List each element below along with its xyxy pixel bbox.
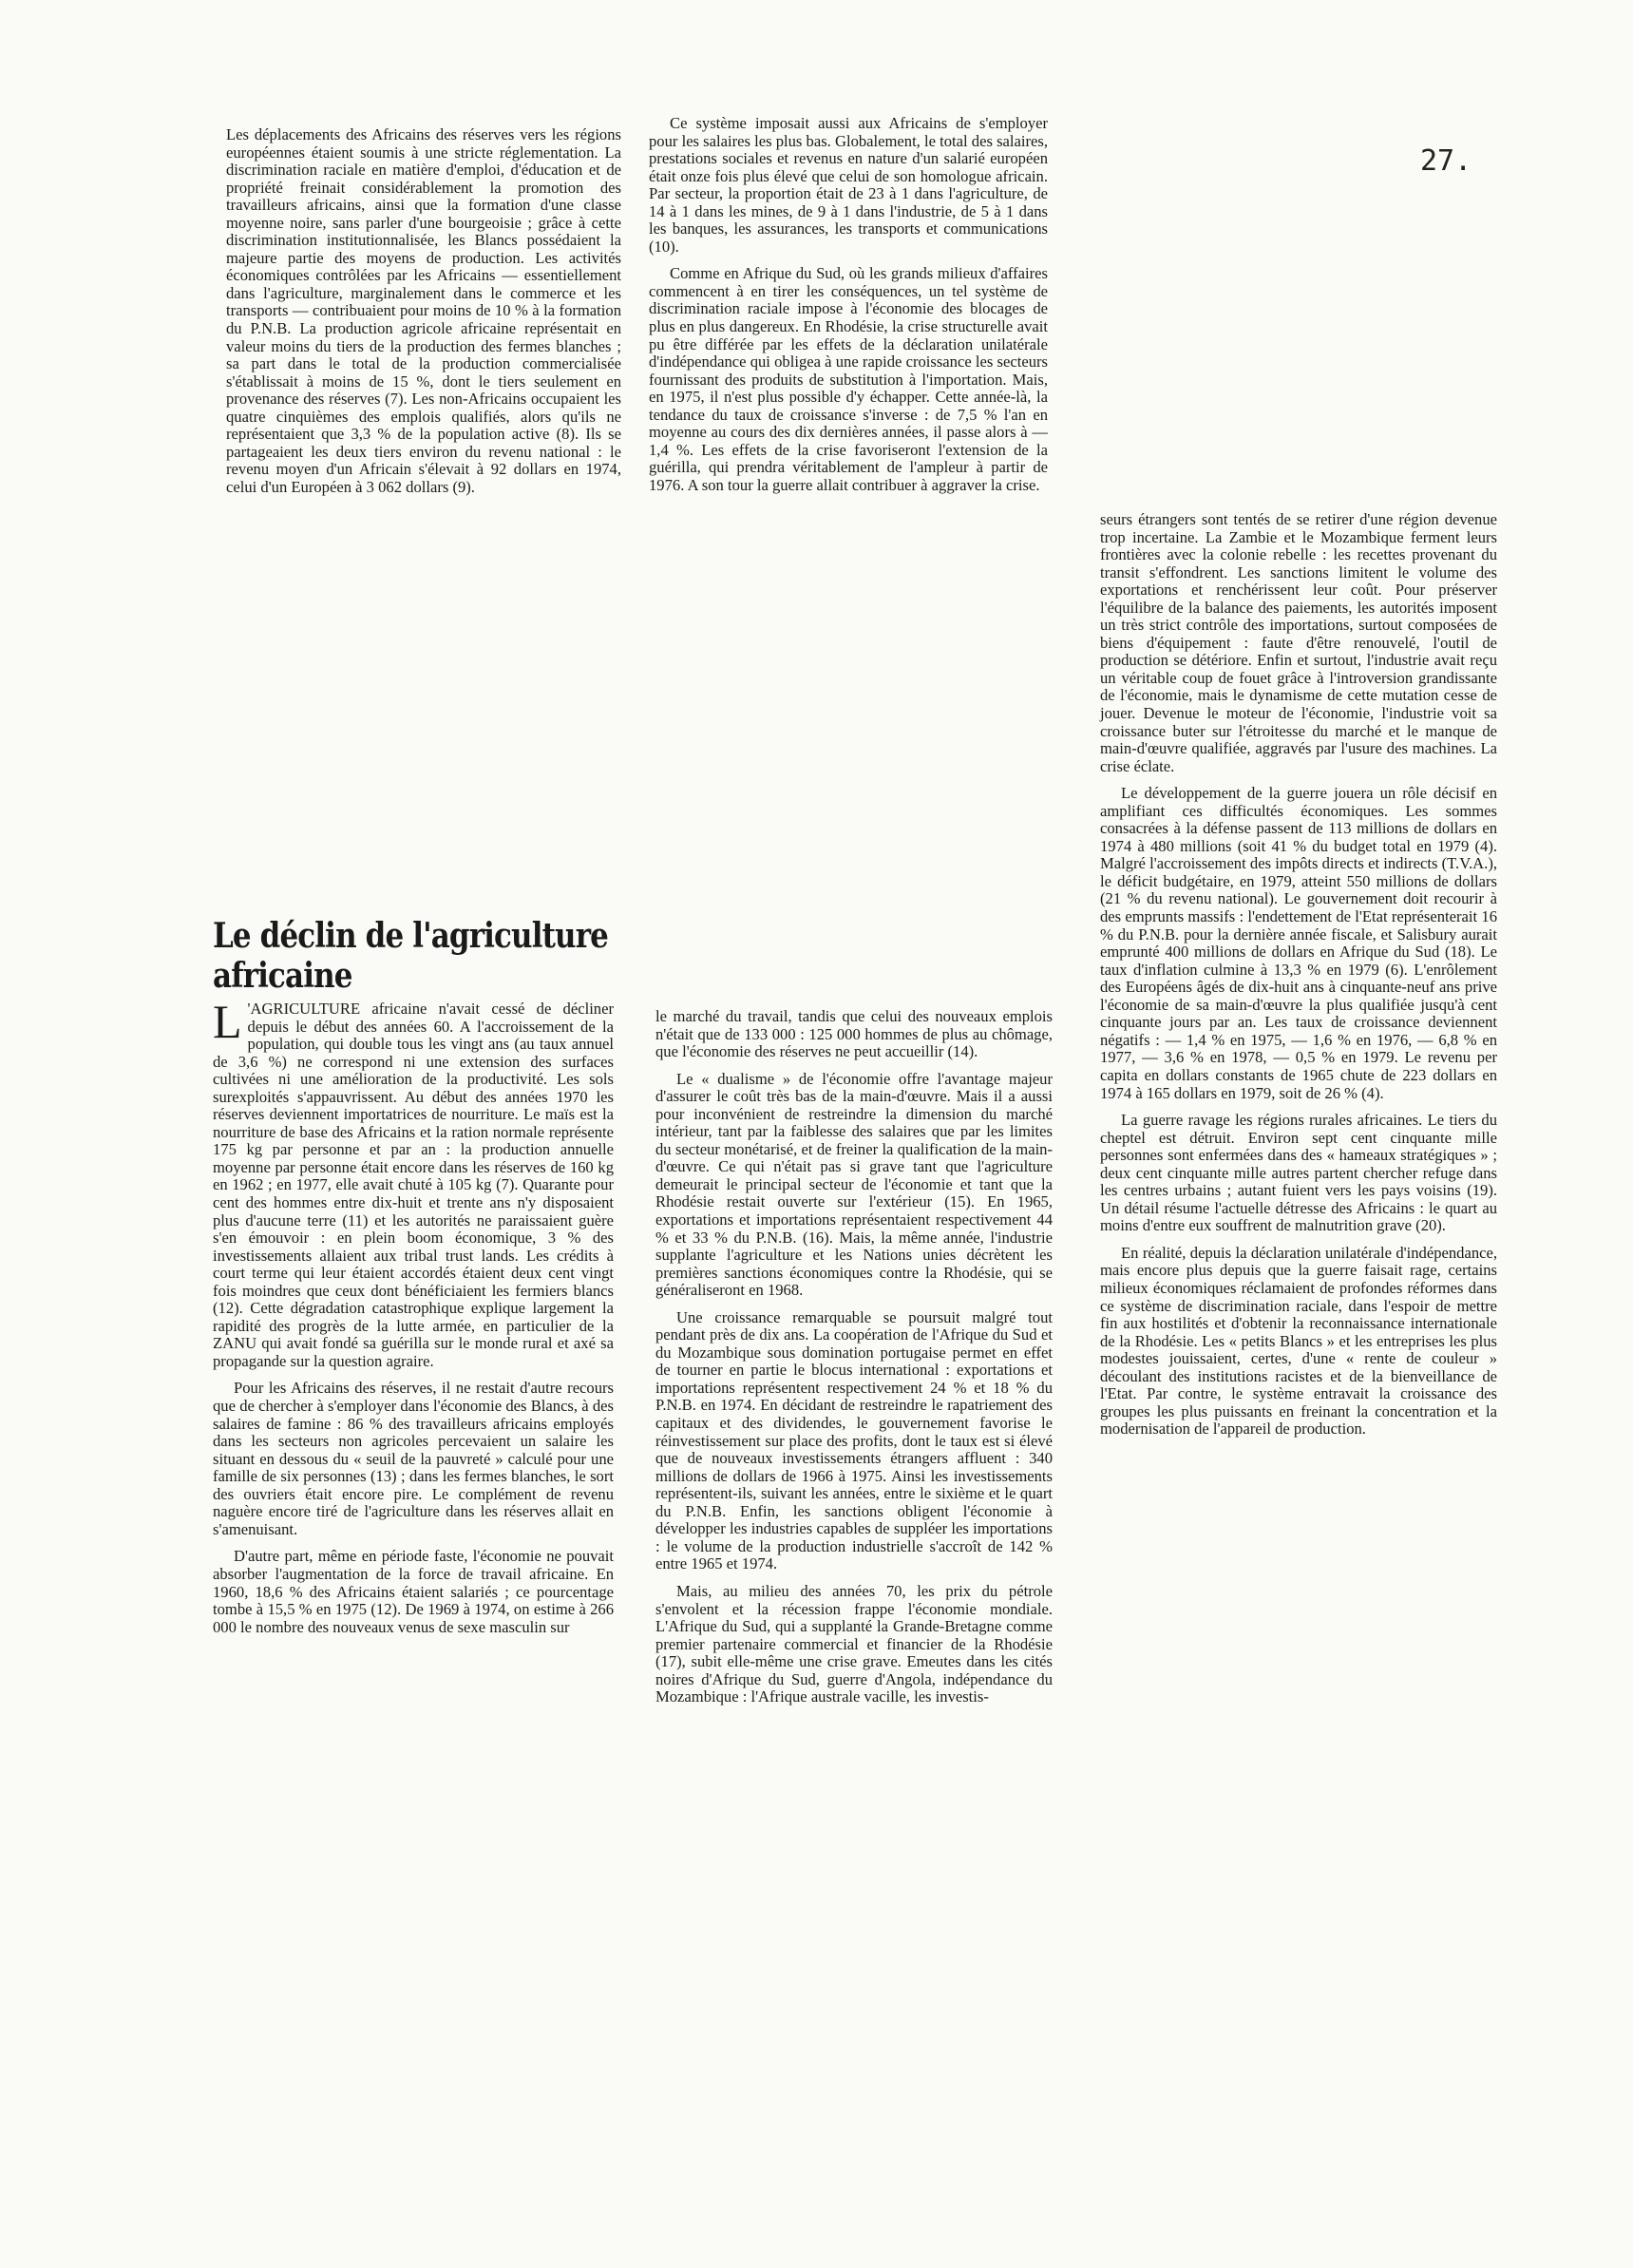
- paragraph: D'autre part, même en période faste, l'économie ne pouvait absorber l'augmentation de la force de travail africaine. En 1960, 18,6 % des Africains étaient salariés ; ce pourcentage tombe à 15,5 % en 1975 (12). De 1969 à 1974, on estime à 266 000 le nombre des nouveaux venus de sexe masculin sur: [213, 1547, 614, 1636]
- page-number: 27.: [1420, 144, 1472, 178]
- article-column-5: [655, 1008, 1053, 1716]
- paragraph: Pour les Africains des réserves, il ne restait d'autre recours que de chercher à s'employer dans l'économie des Blancs, à des salaires de famine : 86 % des travailleurs africains employés dans les secteurs non agricoles percevaient un salaire les situant en dessous du « seuil de la pauvreté » calculé pour une famille de six personnes (13) ; dans les fermes blanches, le sort des ouvriers était encore pire. Le complément de revenu naguère encore tiré de l'agriculture dans les réserves allait en s'amenuisant.: [213, 1379, 614, 1538]
- paragraph: seurs étrangers sont tentés de se retirer d'une région devenue trop incertaine. La Zambie et le Mozambique ferment leurs frontières avec la colonie rebelle : les recettes provenant du transit s'effondrent. Les sanctions limitent le volume des exportations et renchérissent leur coût. Pour préserver l'équilibre de la balance des paiements, les autorités imposent un très strict contrôle des importations, surtout composées de biens d'équipement : faute d'être renouvelé, l'outil de production se détériore. Enfin et surtout, l'industrie avait reçu un véritable coup de fouet grâce à l'introversion grandissante de l'économie, mais le dynamisme de cette mutation cesse de jouer. Devenue le moteur de l'économie, l'industrie voit sa croissance buter sur l'étroitesse du marché et le manque de main-d'œuvre qualifiée, aggravés par l'usure des machines. La crise éclate.: [1100, 510, 1497, 775]
- article-column-4: [213, 995, 614, 1646]
- paragraph: le marché du travail, tandis que celui des nouveaux emplois n'était que de 133 000 : 125 000 hommes de plus au chômage, que l'économie des réserves ne peut accueillir (14).: [655, 1007, 1053, 1061]
- article-column-3: [1100, 511, 1497, 1448]
- paragraph: Les déplacements des Africains des réserves vers les régions européennes étaient soumis à une stricte réglementation. La discrimination raciale en matière d'emploi, d'éducation et de propriété freinait considérablement la promotion des travailleurs africains, ainsi que la formation d'une classe moyenne noire, sans parler d'une bourgeoisie ; grâce à cette discrimination institutionnalisée, les Blancs possédaient la majeure partie des moyens de production. Les activités économiques contrôlées par les Africains — essentiellement dans l'agriculture, marginalement dans le commerce et les transports — contribuaient pour moins de 10 % à la formation du P.N.B. La production agricole africaine représentait en valeur moins du tiers de la production des fermes blanches ; sa part dans le total de la production commercialisée s'établissait à moins de 15 %, dont le tiers seulement en provenance des réserves (7). Les non-Africains occupaient les quatre cinquièmes des emplois qualifiés, alors qu'ils ne représentaient que 3,3 % de la population active (8). Ils se partageaient les deux tiers environ du revenu national : le revenu moyen d'un Africain s'élevait à 92 dollars en 1974, celui d'un Européen à 3 062 dollars (9).: [226, 125, 621, 496]
- drop-cap: L: [213, 995, 242, 1048]
- paragraph: Le développement de la guerre jouera un rôle décisif en amplifiant ces difficultés économiques. Les sommes consacrées à la défense passent de 113 millions de dollars en 1974 à 480 millions (soit 41 % du budget total en 1979 (4). Malgré l'accroissement des impôts directs et indirects (T.V.A.), le déficit budgétaire, en 1979, atteint 550 millions de dollars (21 % du revenu national). Le gouvernement doit recourir à des emprunts massifs : l'endettement de l'Etat représenterait 16 % du P.N.B. pour la dernière année fiscale, et Salisbury aurait emprunté 400 millions de dollars en Afrique du Sud (18). Le taux d'inflation culmine à 13,3 % en 1979 (6). L'enrôlement des Européens âgés de dix-huit ans à cinquante-neuf ans prive l'économie de sa main-d'œuvre la plus qualifiée jusqu'à cent cinquante jours par an. Les taux de croissance deviennent négatifs : — 1,4 % en 1975, — 1,6 % en 1976, — 6,8 % en 1977, — 3,6 % en 1978, — 0,5 % en 1979. Le revenu per capita en dollars constants de 1965 chute de 223 dollars en 1974 à 165 dollars en 1979, soit de 26 % (4).: [1100, 784, 1497, 1102]
- paragraph: Une croissance remarquable se poursuit malgré tout pendant près de dix ans. La coopération de l'Afrique du Sud et du Mozambique sous domination portugaise permet en effet de tourner en partie le blocus international : exportations et importations représentent respectivement 24 % et 18 % du P.N.B. en 1974. En décidant de restreindre le rapatriement des capitaux et des dividendes, le gouvernement favorise le réinvestissement sur place des profits, dont le taux est si élevé que de nouveaux investissements étrangers affluent : 340 millions de dollars de 1966 à 1975. Ainsi les investissements représentent-ils, suivant les années, entre le sixième et le quart du P.N.B. Enfin, les sanctions obligent l'économie à développer les industries capables de suppléer les importations : le volume de la production industrielle s'accroît de 142 % entre 1965 et 1974.: [655, 1307, 1053, 1573]
- paragraph: Comme en Afrique du Sud, où les grands milieux d'affaires commencent à en tirer les conséquences, un tel système de discrimination raciale impose à l'économie des blocages de plus en plus dangereux. En Rhodésie, la crise structurelle avait pu être différée par les effets de la déclaration unilatérale d'indépendance qui obligea à une rapide croissance les secteurs fournissant des produits de substitution à l'importation. Mais, en 1975, il n'est plus possible d'y échapper. Cette année-là, la tendance du taux de croissance s'inverse : de 7,5 % l'an en moyenne au cours des dix dernières années, il passe alors à — 1,4 %. Les effets de la crise favoriseront l'extension de la guérilla, qui prendra véritablement de l'ampleur à partir de 1976. A son tour la guerre allait contribuer à aggraver la crise.: [649, 264, 1048, 494]
- paragraph: Mais, au milieu des années 70, les prix du pétrole s'envolent et la récession frappe l'économie mondiale. L'Afrique du Sud, qui a supplanté la Grande-Bretagne comme premier partenaire commercial et financier de la Rhodésie (17), subit elle-même une crise grave. Emeutes dans les cités noires d'Afrique du Sud, guerre d'Angola, indépendance du Mozambique : l'Afrique australe vacille, les investis-: [655, 1581, 1053, 1706]
- article-column-1: [226, 126, 621, 505]
- paragraph: Le « dualisme » de l'économie offre l'avantage majeur d'assurer le coût très bas de la main-d'œuvre. Mais il a aussi pour inconvénient de restreindre la dimension du marché intérieur, tant par la faiblesse des salaires que par les limites du secteur monétarisé, et de freiner la qualification de la main-d'œuvre. Ce qui n'était pas si grave tant que l'agriculture demeurait le principal secteur de l'économie et tant que la Rhodésie restait ouverte sur l'extérieur (15). En 1965, exportations et importations représentaient respectivement 44 % et 33 % du P.N.B. (16). Mais, la même année, l'industrie supplante l'agriculture et les Nations unies décrètent les premières sanctions économiques contre la Rhodésie, qui se généraliseront en 1968.: [655, 1069, 1053, 1300]
- paragraph: La guerre ravage les régions rurales africaines. Le tiers du cheptel est détruit. Environ sept cent cinquante mille personnes sont enfermées dans des « hameaux stratégiques » ; deux cent cinquante mille autres partent chercher refuge dans les centres urbains ; autant fuient vers les pays voisins (19). Un détail résume l'actuelle détresse des Africains : le quart au moins d'entre eux souffrent de malnutrition grave (20).: [1100, 1111, 1497, 1235]
- paragraph: Ce système imposait aussi aux Africains de s'employer pour les salaires les plus bas. Globalement, le total des salaires, prestations sociales et revenus en nature d'un salarié européen était onze fois plus élevé que celui de son homologue africain. Par secteur, la proportion était de 23 à 1 dans l'agriculture, de 14 à 1 dans les mines, de 9 à 1 dans l'industrie, de 5 à 1 dans les banques, les assurances, les transports et communications (10).: [649, 114, 1048, 256]
- paragraph: En réalité, depuis la déclaration unilatérale d'indépendance, mais encore plus depuis que la guerre faisait rage, certains milieux économiques réclamaient de profondes réformes dans ce système de discrimination raciale, dans l'espoir de mettre fin aux hostilités et d'obtenir la reconnaissance internationale de la Rhodésie. Les « petits Blancs » et les entreprises les plus modestes jouissaient, certes, d'une « rente de couleur » découlant des institutions racistes et de la bienveillance de l'Etat. Par contre, le système entravait la croissance des groupes les plus puissants en freinant la concentration et la modernisation de l'appareil de production.: [1100, 1243, 1497, 1439]
- lead-paragraph: [213, 995, 614, 1370]
- section-headline: Le déclin de l'agriculture africaine: [213, 916, 608, 996]
- lead-caps: 'AGRICULTURE: [247, 1000, 361, 1018]
- lead-text: africaine n'avait cessé de décliner depuis le début des années 60. A l'accroissement de la population, qui double tous les vingt ans (au taux annuel de 3,6 %) ne correspond ni une extension des surfaces cultivées ni une amélioration de la productivité. Les sols surexploités s'appauvrissent. Au début des années 1970 les réserves deviennent importatrices de nourriture. Le maïs est la nourriture de base des Africains et la ration normale représente 175 kg par personne et par an : la production annuelle moyenne par personne était encore dans les réserves de 160 kg en 1962 ; en 1977, elle avait chuté à 105 kg (7). Quarante pour cent des hommes entre dix-huit et trente ans n'y disposaient plus d'aucune terre (11) et les autorités ne paraissaient guère s'en émouvoir : en plein boom économique, 3 % des investissements allaient aux tribal trust lands. Les crédits à court terme qui leur étaient accordés étaient deux cent vingt fois moindres que ceux dont bénéficiaient les fermiers blancs (12). Cette dégradation catastrophique explique largement la rapidité des progrès de la lutte armée, en particulier de la ZANU qui avait fondé sa guérilla sur le monde rural et axé sa propagande sur la question agraire.: [213, 1000, 614, 1370]
- article-column-2: [649, 115, 1048, 504]
